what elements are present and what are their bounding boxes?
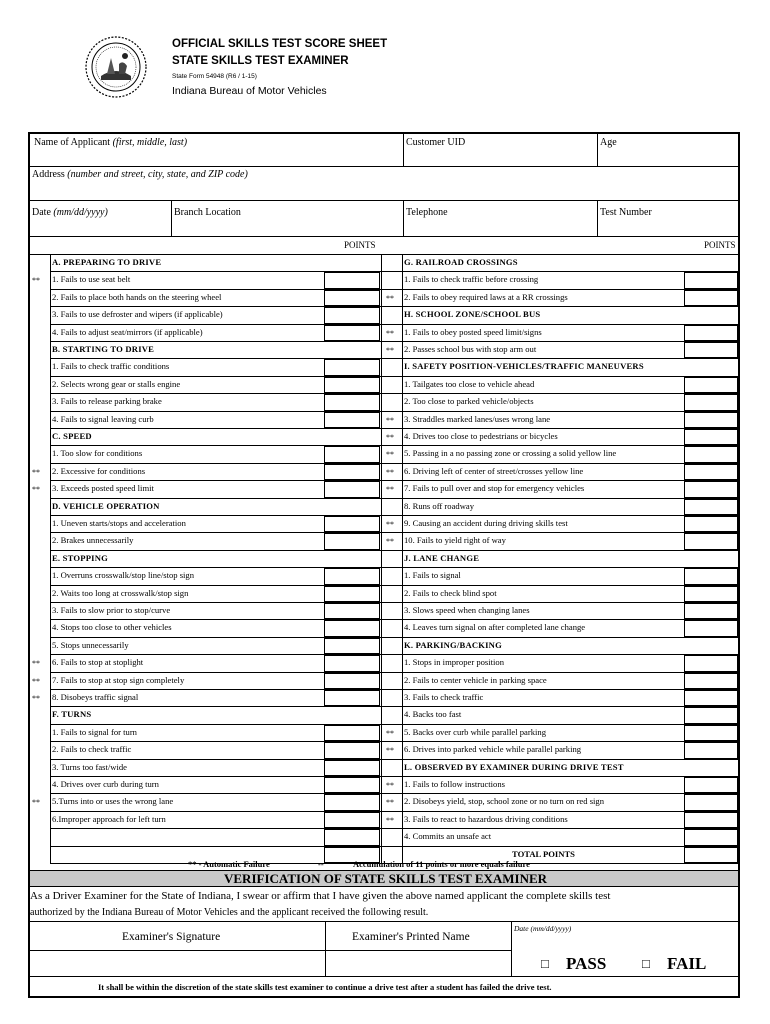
points-entry-box[interactable]	[684, 586, 738, 602]
points-entry-box[interactable]	[324, 690, 380, 706]
left_rows-star-column-divider	[50, 254, 51, 863]
points-entry-box[interactable]	[684, 794, 738, 810]
points-entry-box[interactable]	[684, 272, 738, 288]
points-entry-box[interactable]	[324, 794, 380, 810]
scoring-item: 4. Commits an unsafe act	[404, 831, 492, 842]
row-divider	[402, 550, 738, 551]
scoring-item: 2. Fails to check traffic	[52, 744, 132, 755]
automatic-failure-marker: **	[386, 450, 394, 460]
points-entry-box[interactable]	[324, 412, 380, 428]
middle-column-divider	[402, 254, 403, 863]
scoring-item: 3. Slows speed when changing lanes	[404, 605, 530, 615]
scoring-item: 1. Fails to obey posted speed limit/signs	[404, 326, 542, 337]
automatic-failure-marker: **	[32, 485, 40, 495]
scoring-item: 3. Exceeds posted speed limit	[52, 483, 154, 494]
total-points-box[interactable]	[684, 847, 738, 863]
branch-location-label: Branch Location	[174, 207, 241, 218]
automatic-failure-marker: **	[32, 798, 40, 808]
scoring-item: 5.Turns into or uses the wrong lane	[52, 796, 174, 807]
points-entry-box[interactable]	[324, 290, 380, 306]
scoring-item: 1. Fails to check traffic before crossing	[404, 274, 539, 285]
points-entry-box[interactable]	[684, 412, 738, 428]
scoring-item: 6. Driving left of center of street/crosses yellow line	[404, 465, 584, 476]
scoring-item: 3. Straddles marked lanes/uses wrong lane	[404, 413, 551, 424]
points-entry-box[interactable]	[324, 829, 380, 845]
scoring-item: 1. Stops in improper position	[404, 657, 505, 668]
automatic-failure-marker: **	[386, 346, 394, 355]
verification-title: VERIFICATION OF STATE SKILLS TEST EXAMINER	[224, 871, 548, 886]
form-number: State Form 54948 (R6 / 1-15)	[172, 73, 257, 80]
points-entry-box[interactable]	[324, 394, 380, 410]
test-number-label: Test Number	[600, 207, 652, 218]
section-heading: D. VEHICLE OPERATION	[52, 500, 160, 511]
automatic-failure-marker: **	[32, 276, 40, 286]
points-entry-box[interactable]	[684, 568, 738, 584]
automatic-failure-marker: **	[386, 293, 394, 303]
scoring-item: 7. Fails to stop at stop sign completely	[52, 674, 185, 685]
points-entry-box[interactable]	[684, 603, 738, 619]
agency-name: Indiana Bureau of Motor Vehicles	[172, 85, 327, 97]
scoring-item: 3. Fails to use defroster and wipers (if applicable)	[52, 309, 223, 320]
scoring-item: 3. Fails to check traffic	[404, 692, 484, 702]
legend-dash: --	[318, 859, 324, 869]
scoring-item: 1. Fails to check traffic conditions	[52, 361, 170, 372]
verification-statement-line2: authorized by the Indiana Bureau of Motor Vehicles and the applicant received the following result.	[30, 907, 429, 918]
points-entry-box[interactable]	[684, 429, 738, 445]
row-divider	[50, 341, 402, 342]
section-heading: C. SPEED	[52, 431, 92, 441]
points-entry-box[interactable]	[684, 673, 738, 689]
scoring-item: 2. Fails to center vehicle in parking space	[404, 674, 547, 685]
scoring-item: 3. Turns too fast/wide	[52, 761, 127, 772]
points-entry-box[interactable]	[684, 325, 738, 341]
section-heading: J. LANE CHANGE	[404, 552, 480, 563]
row-divider	[402, 759, 738, 760]
points-entry-box[interactable]	[684, 290, 738, 306]
points-entry-box[interactable]	[324, 812, 380, 828]
form-title: OFFICIAL SKILLS TEST SCORE SHEET	[172, 38, 388, 50]
points-entry-box[interactable]	[324, 359, 380, 375]
points-entry-box[interactable]	[324, 377, 380, 393]
scoring-item: 5. Stops unnecessarily	[52, 639, 129, 650]
points-entry-box[interactable]	[324, 272, 380, 288]
pass-checkbox[interactable]: □	[541, 956, 549, 971]
scoring-item: 10. Fails to yield right of way	[404, 535, 506, 546]
scoring-item: 4. Fails to signal leaving curb	[52, 413, 154, 424]
points-entry-box[interactable]	[684, 620, 738, 636]
scoring-item: 1. Uneven starts/stops and acceleration	[52, 518, 186, 528]
points-entry-box[interactable]	[324, 568, 380, 584]
automatic-failure-marker: **	[32, 467, 40, 477]
points-entry-box[interactable]	[684, 394, 738, 410]
scoring-item: 6. Fails to stop at stoplight	[52, 657, 144, 668]
left-points-header: POINTS	[344, 240, 376, 250]
applicant-name-label: Name of Applicant (first, middle, last)	[34, 137, 188, 148]
automatic-failure-marker: **	[386, 485, 394, 495]
automatic-failure-marker: **	[386, 746, 394, 756]
points-entry-box[interactable]	[324, 464, 380, 480]
fail-checkbox[interactable]: □	[642, 956, 650, 971]
points-entry-box[interactable]	[684, 690, 738, 706]
row-divider	[50, 706, 402, 707]
points-entry-box[interactable]	[324, 516, 380, 532]
pass-label: PASS	[566, 954, 607, 973]
score-sheet-form	[28, 132, 740, 998]
automatic-failure-marker: **	[386, 537, 394, 547]
discretion-footer-note: It shall be within the discretion of the state skills test examiner to continue a drive test after a student has failed the drive test.	[98, 982, 552, 992]
scoring-item: 1. Fails to signal	[404, 570, 461, 581]
section-heading: E. STOPPING	[52, 552, 109, 563]
scoring-item: 2. Waits too long at crosswalk/stop sign	[52, 587, 189, 598]
automatic-failure-marker: **	[386, 433, 394, 442]
scoring-item: 5. Backs over curb while parallel parking	[404, 726, 546, 737]
points-entry-box[interactable]	[324, 603, 380, 619]
section-heading: G. RAILROAD CROSSINGS	[404, 257, 518, 267]
points-entry-box[interactable]	[324, 533, 380, 549]
scoring-item: 2. Disobeys yield, stop, school zone or no turn on red sign	[404, 796, 605, 807]
points-entry-box[interactable]	[684, 464, 738, 480]
total-points-label: TOTAL POINTS	[512, 848, 575, 859]
scoring-item: 8. Runs off roadway	[404, 500, 475, 511]
scoring-item: 2. Fails to place both hands on the steering wheel	[52, 291, 222, 302]
scoring-item: 3. Fails to react to hazardous driving conditions	[404, 813, 568, 824]
points-entry-box[interactable]	[684, 742, 738, 758]
scoring-item: 1. Fails to follow instructions	[404, 779, 505, 789]
automatic-failure-marker: **	[386, 798, 394, 808]
points-entry-box[interactable]	[324, 725, 380, 741]
points-entry-box[interactable]	[324, 307, 380, 323]
points-entry-box[interactable]	[684, 707, 738, 723]
points-entry-box[interactable]	[324, 655, 380, 671]
points-entry-box[interactable]	[684, 342, 738, 358]
points-entry-box[interactable]	[324, 481, 380, 497]
left-points-column-divider	[381, 254, 382, 863]
scoring-item: 4. Fails to adjust seat/mirrors (if applicable)	[52, 326, 203, 337]
row-divider	[402, 358, 738, 359]
address-label: Address (number and street, city, state, and ZIP code)	[32, 169, 248, 180]
points-entry-box[interactable]	[684, 725, 738, 741]
scoring-item: 1. Overruns crosswalk/stop line/stop sign	[52, 570, 195, 581]
points-entry-box[interactable]	[684, 777, 738, 793]
section-heading: H. SCHOOL ZONE/SCHOOL BUS	[404, 309, 541, 320]
right-points-header: POINTS	[704, 240, 736, 250]
points-entry-box[interactable]	[684, 533, 738, 549]
scoring-item: 2. Fails to obey required laws at a RR crossings	[404, 291, 568, 302]
date-label: Date (mm/dd/yyyy)	[32, 207, 108, 218]
examiner-signature-label: Examiner's Signature	[122, 931, 221, 943]
scoring-item: 9. Causing an accident during driving skills test	[404, 518, 568, 528]
customer-uid-label: Customer UID	[406, 137, 466, 148]
points-entry-box[interactable]	[684, 481, 738, 497]
verification-statement-line1: As a Driver Examiner for the State of Indiana, I swear or affirm that I have given the above named applicant the complete skills test	[30, 890, 611, 902]
points-entry-box[interactable]	[324, 742, 380, 758]
row-divider	[50, 498, 402, 499]
form-subtitle: STATE SKILLS TEST EXAMINER	[172, 55, 349, 67]
automatic-failure-marker: **	[386, 728, 394, 738]
row-divider	[50, 428, 402, 429]
points-entry-box[interactable]	[684, 516, 738, 532]
scoring-item: 7. Fails to pull over and stop for emergency vehicles	[404, 483, 585, 494]
points-entry-box[interactable]	[684, 829, 738, 845]
points-entry-box[interactable]	[324, 446, 380, 462]
row-divider	[50, 550, 402, 551]
scoring-item: 4. Drives too close to pedestrians or bicycles	[404, 431, 558, 441]
points-entry-box[interactable]	[684, 499, 738, 515]
items-top-rule	[30, 254, 738, 255]
automatic-failure-marker: **	[32, 676, 40, 686]
section-heading: F. TURNS	[52, 709, 92, 720]
section-heading: K. PARKING/BACKING	[404, 639, 502, 650]
scoring-item: 4. Stops too close to other vehicles	[52, 622, 172, 633]
examiner-printed-name-label: Examiner's Printed Name	[352, 931, 470, 943]
points-entry-box[interactable]	[684, 812, 738, 828]
points-entry-box[interactable]	[684, 377, 738, 393]
section-heading: L. OBSERVED BY EXAMINER DURING DRIVE TEST	[404, 761, 624, 772]
scoring-item: 6. Drives into parked vehicle while parallel parking	[404, 744, 582, 755]
verification-date-label: Date (mm/dd/yyyy)	[514, 924, 572, 933]
scoring-item: 2. Too close to parked vehicle/objects	[404, 396, 534, 407]
points-entry-box[interactable]	[324, 673, 380, 689]
automatic-failure-marker: **	[386, 467, 394, 477]
section-heading: A. PREPARING TO DRIVE	[52, 257, 162, 267]
points-entry-box[interactable]	[684, 655, 738, 671]
row-divider	[402, 637, 738, 638]
automatic-failure-legend: ** - Automatic Failure	[188, 859, 270, 869]
section-heading: I. SAFETY POSITION-VEHICLES/TRAFFIC MANEUVERS	[404, 361, 644, 372]
points-entry-box[interactable]	[324, 620, 380, 636]
points-entry-box[interactable]	[324, 760, 380, 776]
scoring-item: 2. Selects wrong gear or stalls engine	[52, 378, 181, 389]
points-entry-box[interactable]	[324, 325, 380, 341]
points-entry-box[interactable]	[324, 777, 380, 793]
scoring-item: 1. Fails to use seat belt	[52, 274, 131, 285]
scoring-item: 5. Passing in a no passing zone or crossing a solid yellow line	[404, 448, 617, 459]
scoring-item: 3. Fails to slow prior to stop/curve	[52, 605, 171, 615]
state-seal-icon	[85, 36, 147, 98]
points-entry-box[interactable]	[684, 446, 738, 462]
scoring-item: 8. Disobeys traffic signal	[52, 692, 139, 702]
telephone-label: Telephone	[406, 207, 448, 218]
scoring-item: 2. Brakes unnecessarily	[52, 535, 134, 546]
points-entry-box[interactable]	[324, 586, 380, 602]
accumulation-legend: Accumulation of 11 points or more equals failure	[353, 859, 530, 869]
automatic-failure-marker: **	[386, 781, 394, 790]
automatic-failure-marker: **	[32, 659, 40, 669]
scoring-item: 1. Too slow for conditions	[52, 448, 143, 459]
automatic-failure-marker: **	[386, 520, 394, 529]
section-heading: B. STARTING TO DRIVE	[52, 344, 155, 354]
scoring-item: 2. Passes school bus with stop arm out	[404, 344, 537, 354]
scoring-item: 4. Leaves turn signal on after completed lane change	[404, 622, 586, 633]
scoring-item: 1. Tailgates too close to vehicle ahead	[404, 378, 535, 389]
scoring-item: 2. Fails to check blind spot	[404, 587, 497, 598]
points-entry-box[interactable]	[324, 638, 380, 654]
automatic-failure-marker: **	[386, 328, 394, 338]
age-label: Age	[600, 137, 617, 148]
automatic-failure-marker: **	[386, 815, 394, 825]
scoring-item: 4. Backs too fast	[404, 709, 462, 720]
automatic-failure-marker: **	[32, 694, 40, 703]
scoring-item: 1. Fails to signal for turn	[52, 726, 137, 737]
scoring-item: 4. Drives over curb during turn	[52, 779, 159, 789]
fail-label: FAIL	[667, 954, 707, 973]
row-divider	[402, 306, 738, 307]
scoring-item: 3. Fails to release parking brake	[52, 396, 162, 407]
automatic-failure-marker: **	[386, 415, 394, 425]
scoring-item: 6.Improper approach for left turn	[52, 813, 166, 824]
scoring-item: 2. Excessive for conditions	[52, 465, 146, 476]
